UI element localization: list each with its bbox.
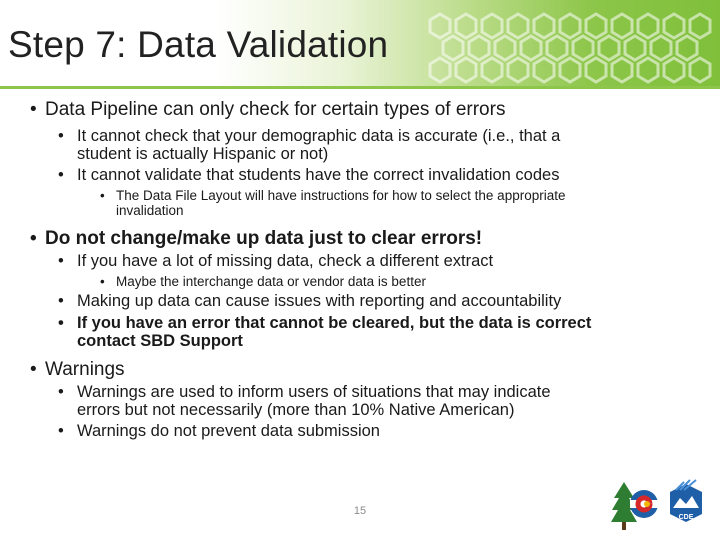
bullet-dot-icon: • bbox=[58, 383, 64, 401]
bullet-demographic-check-cont: student is actually Hispanic or not) bbox=[77, 145, 329, 163]
bullet-dot-icon: • bbox=[100, 274, 105, 289]
bullet-dot-icon: • bbox=[58, 292, 64, 310]
bullet-dot-icon: • bbox=[30, 228, 37, 249]
page-number: 15 bbox=[353, 505, 367, 517]
bullet-contact-support-cont: contact SBD Support bbox=[77, 332, 243, 350]
colorado-tree-logo-icon bbox=[611, 482, 658, 530]
bullet-data-file-layout-cont: invalidation bbox=[116, 203, 184, 218]
cde-logo-icon bbox=[670, 480, 702, 522]
bullet-dot-icon: • bbox=[58, 127, 64, 145]
bullet-dot-icon: • bbox=[58, 314, 64, 332]
bullet-dot-icon: • bbox=[58, 422, 64, 440]
organization-logos bbox=[610, 478, 718, 538]
bullet-dot-icon: • bbox=[58, 166, 64, 184]
cde-logo-text: CDE bbox=[678, 514, 694, 521]
title-banner bbox=[0, 0, 720, 86]
bullet-dot-icon: • bbox=[30, 359, 37, 380]
slide-title: Step 7: Data Validation bbox=[8, 24, 389, 65]
title-divider bbox=[0, 86, 720, 89]
bullet-dot-icon: • bbox=[58, 252, 64, 270]
hexagon-pattern bbox=[400, 0, 720, 86]
bullet-warnings-purpose-cont: errors but not necessarily (more than 10% Native American) bbox=[77, 401, 515, 419]
bullet-dot-icon: • bbox=[100, 188, 105, 203]
bullet-dot-icon: • bbox=[30, 99, 37, 120]
